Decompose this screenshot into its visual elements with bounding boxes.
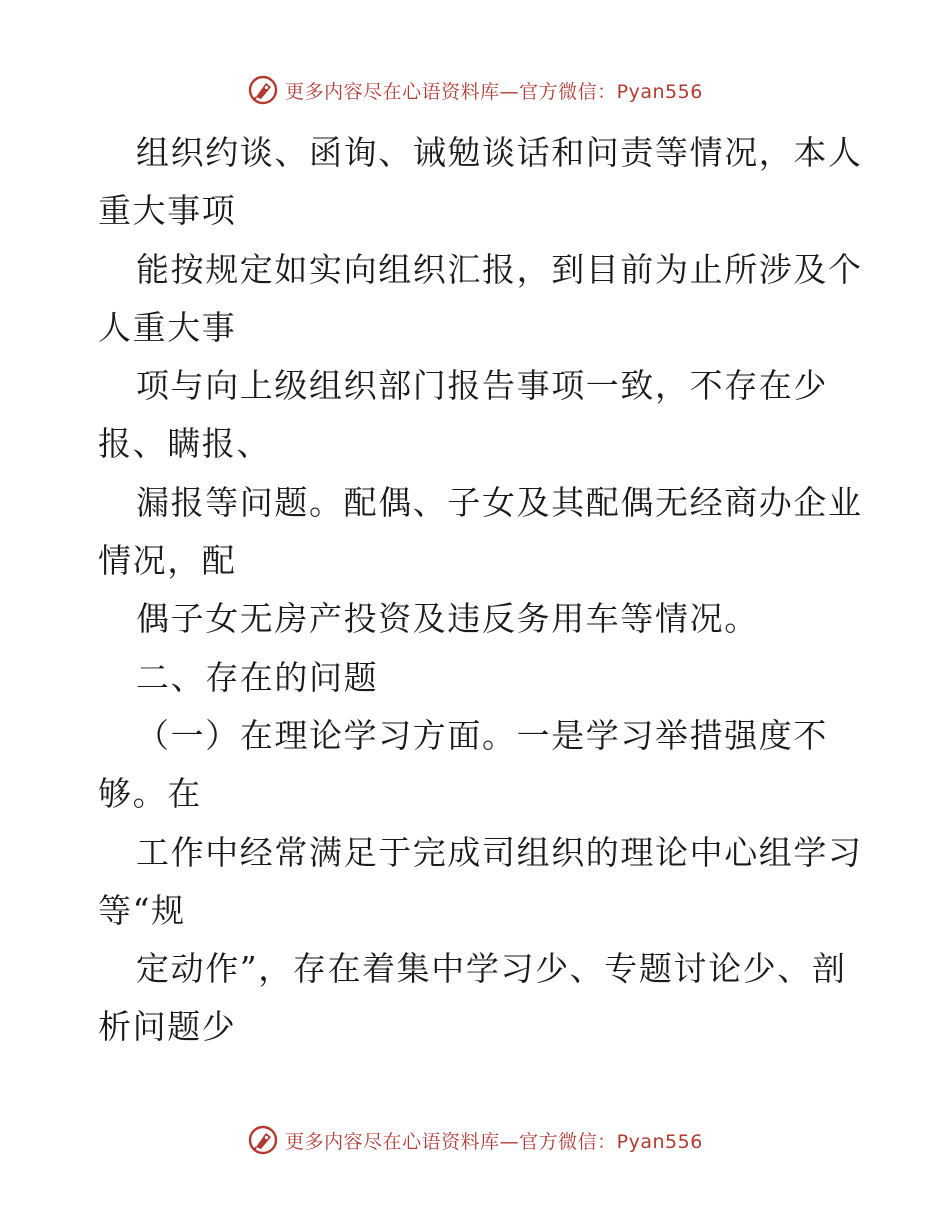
text-line: 二、存在的问题 bbox=[136, 657, 379, 697]
text-line: 偶子女无房产投资及违反务用车等情况。 bbox=[136, 599, 759, 639]
text-line: 够。在 bbox=[98, 774, 202, 814]
paragraph bbox=[98, 415, 858, 473]
paragraph bbox=[98, 765, 858, 823]
text-line: 组织约谈、函询、诫勉谈话和问责等情况，本人 bbox=[136, 133, 863, 172]
watermark-footer bbox=[0, 1120, 950, 1160]
pen-nib-circle-icon bbox=[247, 74, 279, 106]
text-line: 重大事项 bbox=[98, 191, 237, 231]
watermark-text: 更多内容尽在心语资料库—官方微信：Pyan556 bbox=[285, 80, 703, 103]
pen-nib-circle-icon bbox=[247, 1124, 279, 1156]
paragraph bbox=[98, 882, 858, 940]
text-line: 情况，配 bbox=[98, 541, 237, 581]
paragraph bbox=[98, 182, 858, 240]
paragraph bbox=[98, 532, 858, 590]
text-line: 能按规定如实向组织汇报，到目前为止所涉及个 bbox=[136, 249, 863, 289]
paragraph bbox=[98, 474, 863, 532]
paragraph bbox=[98, 998, 858, 1056]
text-line: 定动作”，存在着集中学习少、专题讨论少、剖 bbox=[136, 949, 847, 989]
paragraph bbox=[98, 824, 863, 882]
watermark-header bbox=[0, 70, 950, 110]
document-body bbox=[98, 124, 863, 1057]
text-line: 人重大事 bbox=[98, 307, 237, 347]
paragraph bbox=[98, 590, 858, 648]
text-line: 漏报等问题。配偶、子女及其配偶无经商办企业 bbox=[136, 482, 863, 522]
text-line: 工作中经常满足于完成司组织的理论中心组学习 bbox=[136, 832, 863, 872]
text-line: 项与向上级组织部门报告事项一致，不存在少 bbox=[136, 366, 828, 406]
section-heading bbox=[98, 649, 858, 707]
paragraph bbox=[98, 299, 858, 357]
text-line: 等“规 bbox=[98, 890, 186, 930]
paragraph bbox=[98, 357, 858, 415]
text-line: 报、瞒报、 bbox=[98, 424, 271, 464]
watermark-text: 更多内容尽在心语资料库—官方微信：Pyan556 bbox=[285, 1130, 703, 1153]
paragraph bbox=[98, 940, 858, 998]
text-line: 析问题少 bbox=[98, 1007, 237, 1047]
paragraph bbox=[98, 241, 863, 299]
paragraph bbox=[98, 124, 863, 182]
paragraph bbox=[98, 707, 858, 765]
text-line: （一）在理论学习方面。一是学习举措强度不 bbox=[136, 715, 828, 755]
